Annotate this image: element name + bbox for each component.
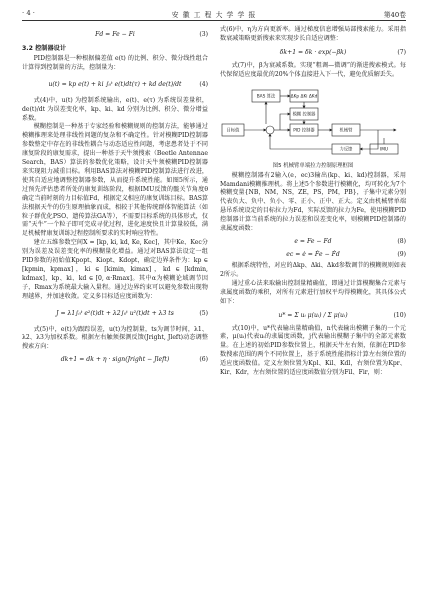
equation-9-body: ec = ė = Ḟe − Ḟd [286,250,340,258]
paragraph: PID控制器是一种根据偏差值 e(t) 的比例、积分、微分线性组合计算得到控制量的方法，控制量为： [22,54,208,71]
target-label: 目标值 [226,128,240,134]
equation-10-body: u* = Σ uᵢ μ(uᵢ) / Σ μ(uᵢ) [278,311,348,319]
equation-3-body: Fd = Fe − Fi [95,31,135,38]
force-label: 力反馈 [339,147,353,153]
equation-4-body: u(t) = kp e(t) + ki ∫₀ᵗ e(t)dt(τ) + kd de(t)/dt [48,80,182,88]
paragraph: 式(10)中，u*代表输出量精确值，n代表输出模糊子集的一个元素，μ(uᵢ)代表uᵢ的隶属度函数，j代表输出模糊子集中的全部元素数量。在上述的初始PID参数位置上，根据天牛左右须，依据在PID参数搜索范围的两个不同位置上，基于系统性能指标计算左右须位置的适应度函数值。定义左须位置为Kpl、Kil、Kdl，右须位置为Kpr、Kir、Kdr，左右须位置的适应度函数值分别为Fil、Fir，则： [220,324,406,377]
bas-label: BAS 算法 [256,94,276,100]
plant-label: 机械臂 [339,128,353,134]
equation-9-number: (9) [397,250,406,258]
equation-8-body: e = Fe − Fd [294,237,332,245]
equation-3 [22,28,208,42]
equation-5-body: J = λ1∫₀ᵗ e²(t)dt + λ2∫₀ᵗ u²(t)dt + λ3 ts [56,309,174,317]
paragraph: 式(4)中，u(t) 为控制系统输出，e(t)、e(τ) 为系统误差量积，de(t)/dt 为误差变化率，kp、ki、kd 分别为比例、积分、微分增益系数。 [22,96,208,122]
equation-6-number: (6) [199,356,208,364]
gain-label: ΔKp ΔKi ΔKd [290,94,318,100]
pid-label: PID 控制器 [293,128,315,134]
equation-10-number: (10) [393,311,406,319]
volume-label: 第40卷 [383,11,406,19]
equation-4-number: (4) [199,80,208,88]
paragraph: 式(6)中，η为方向更新率。通过梯度信息增强局部搜索能力。采用指数衰减策略更新搜索来实现步长自适应调整： [220,26,406,42]
equation-5 [22,304,208,324]
equation-7-number: (7) [397,48,406,56]
summing-junction [266,126,274,134]
equation-7-body: δk+1 = δk · exp(−βk) [279,48,347,56]
paragraph: 式(7)中，β为衰减系数。实现“粗调—微调”的渐进搜索模式。每代保留适应度最优的20%个体直接进入下一代，避免优质解丢失。 [220,61,406,78]
paragraph: 通过重心法来取输出控制量精确值，即通过计算模糊集合元素与隶属度函数的乘积，对所有元素进行加权平均得模糊化，其具体公式如下： [220,279,406,305]
paragraph: 模糊控制器有2输入(e，ec)3输出(kp、ki、kd)控制器，采用Mamdani模糊推理机。将上述5个参数进行模糊化，均可转化为7个模糊变量{NB，NM，NS，ZE，PS，PM，PB}，子集中元素分别代表负大、负中、负小、零、正小、正中、正大。定义由机械臂单端悬吊系统设定的目标拉力为Fd，实际反馈的拉力为Fe，使用模糊PID控制器计算当前系统的拉力误差和误差变化率，则模糊PID控制器的隶属度函数： [220,171,406,233]
equation-4 [22,75,208,95]
imu-label: IMU [379,147,389,153]
page-header [22,6,406,21]
paragraph: 模糊控制是一种基于专家经验和模糊规则的控制方法，能够通过模糊推理来处理非线性问题的复杂和不确定性。针对模糊PID控制器参数整定中存在的非线性耦合与动态适应性问题，考虑患者处于不同康复阶段的康复需求，提出一种基于天牛须搜索（Beetle Antennae Search，BAS）算法的参数优化策略，设计天牛须模糊PID控制器来实现阻力减重目标。利用BAS算法对模糊PID控制算法进行改进，使其自适应地调整控制器参数，从而提升系统性能。如图5所示，通过预先评估患者所处的康复训练阶段，根据IMU反馈的髋关节角度θ确定当前时刻的力目标值Fd，根据定义相应的康复训练目标。BAS算法根据天牛的仿生原理抽象而成，相较于其他传统群体智能算法（如粒子群优化PSO、遗传算法GA等），不需要目标系统的具体形式，仅需“天牛”一个粒子即可完成寻优过程，进化速度快且计算量较低，满足机械臂康复训练过程控制所要求的实时响应特性。 [22,123,208,238]
journal-title: 安 徽 工 程 大 学 学 报 [171,11,257,19]
block-diagram-svg [220,84,406,160]
control-block-diagram [220,84,406,160]
paragraph: 根据系统特性，对应的Δkp、Δki、Δkd参数调节的模糊规则如表2所示。 [220,261,406,278]
paragraph: 式(5)中，e(t)为跟踪误差，u(t)为控制量，ts为调节时间，λ1、λ2、λ3为加权系数。根据左右触须探测反馈(Jright, Jleft)动态调整搜索方向： [22,325,208,351]
section-heading: 3.2 控制器设计 [22,45,67,52]
equation-5-number: (5) [199,309,208,317]
equation-8 [220,236,406,247]
equation-9 [220,249,406,260]
equation-3-number: (3) [199,31,208,38]
equation-6-body: dk+1 = dk + η · sign(Jright − Jleft) [60,356,170,364]
fuzzy-label: 模糊 控制器 [292,112,316,118]
equation-8-number: (8) [397,237,406,245]
page-number: · 4 · [22,9,35,17]
figure-caption: 图5 机械臂单端拉力控制原理框图 [272,162,354,169]
equation-6 [22,354,208,365]
equation-10 [220,309,406,323]
left-column [22,26,208,367]
equation-7 [220,46,406,60]
right-column [220,26,406,378]
paragraph: 建立五维参数空间X = [kp, ki, kd, Ke, Kec]，其中Ke、Kec分别为误差及误差变化率的模糊量化增益。通过对BAS算法设定一组PID参数的初始值Kpopt、Kiopt、Kdopt，确定边界条件为：kp ∈ [kpmin, kpmax]，ki ∈ [kimin, kimax]，kd ∈ [kdmin, kdmax]，kp、ki、kd ∈ [0, α·Rmax]。其中α为模糊论域调节因子，Rmax为系统最大输入量程。通过边界约束可以避免参数出现物理越界，并加速收敛。定义多目标适应度函数为： [22,239,208,300]
